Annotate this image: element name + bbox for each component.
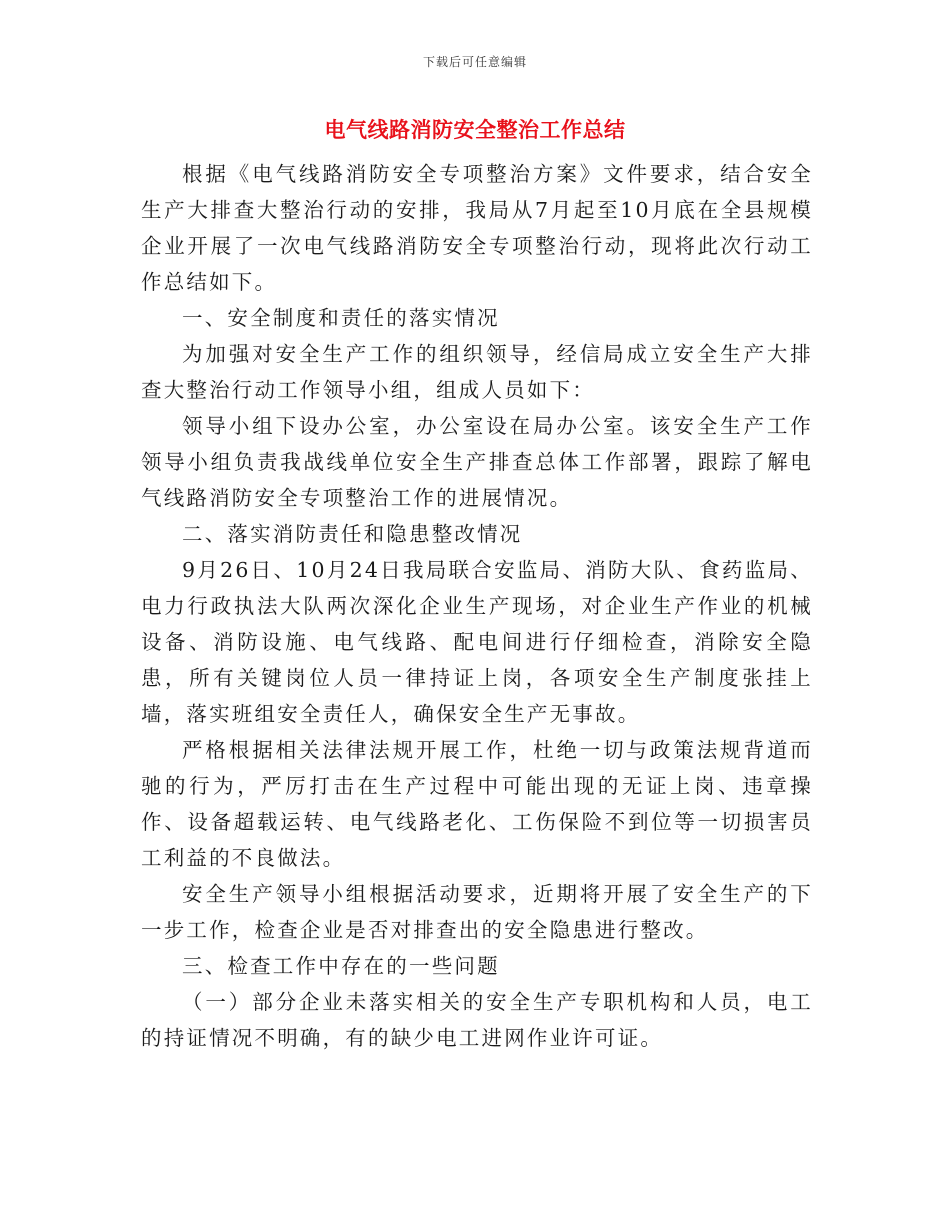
section-heading-3: 三、检查工作中存在的一些问题 bbox=[182, 954, 500, 978]
document-body bbox=[141, 156, 813, 1056]
paragraph: （一）部分企业未落实相关的安全生产专职机构和人员，电工的持证情况不明确，有的缺少电工进网作业许可证。 bbox=[141, 990, 813, 1050]
paragraph-intro: 根据《电气线路消防安全专项整治方案》文件要求，结合安全生产大排查大整治行动的安排，我局从7月起至10月底在全县规模企业开展了一次电气线路消防安全专项整治行动，现将此次行动工作总结如下。 bbox=[141, 162, 813, 294]
paragraph: 严格根据相关法律法规开展工作，杜绝一切与政策法规背道而驰的行为，严厉打击在生产过程中可能出现的无证上岗、违章操作、设备超载运转、电气线路老化、工伤保险不到位等一切损害员工利益的不良做法。 bbox=[141, 738, 813, 870]
section-heading-2: 二、落实消防责任和隐患整改情况 bbox=[182, 522, 523, 546]
paragraph: 为加强对安全生产工作的组织领导，经信局成立安全生产大排查大整治行动工作领导小组，组成人员如下： bbox=[141, 342, 813, 402]
header-note: 下载后可任意编辑 bbox=[422, 55, 527, 69]
paragraph: 安全生产领导小组根据活动要求，近期将开展了安全生产的下一步工作，检查企业是否对排查出的安全隐患进行整改。 bbox=[141, 882, 813, 942]
document-title: 电气线路消防安全整治工作总结 bbox=[324, 117, 626, 142]
paragraph: 9月26日、10月24日我局联合安监局、消防大队、食药监局、电力行政执法大队两次深化企业生产现场，对企业生产作业的机械设备、消防设施、电气线路、配电间进行仔细检查，消除安全隐患，所有关键岗位人员一律持证上岗，各项安全生产制度张挂上墙，落实班组安全责任人，确保安全生产无事故。 bbox=[141, 558, 813, 726]
paragraph: 领导小组下设办公室，办公室设在局办公室。该安全生产工作领导小组负责我战线单位安全生产排查总体工作部署，跟踪了解电气线路消防安全专项整治工作的进展情况。 bbox=[141, 414, 813, 510]
section-heading-1: 一、安全制度和责任的落实情况 bbox=[182, 306, 500, 330]
